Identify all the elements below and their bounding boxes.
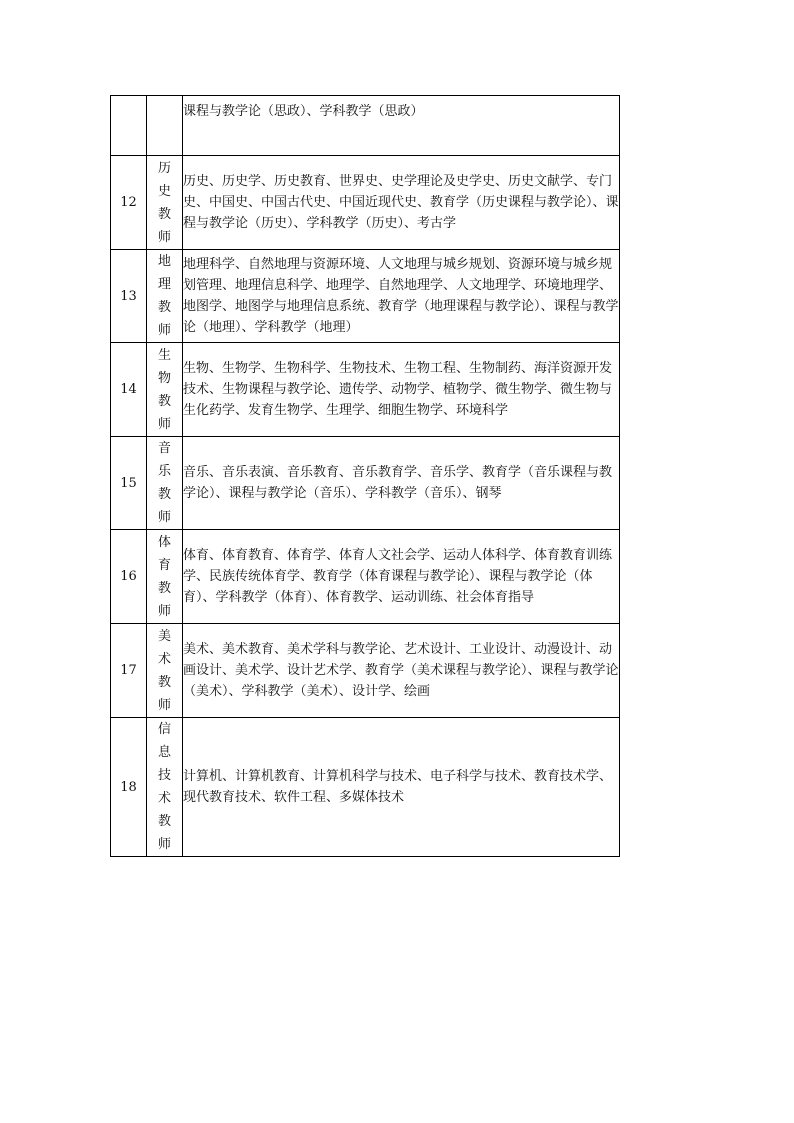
table-row	[111, 624, 620, 718]
table-row	[111, 96, 620, 156]
position-name: 体育教师	[157, 534, 171, 619]
majors-cell: 课程与教学论（思政）、学科教学（思政）	[183, 96, 620, 156]
row-number: 15	[111, 437, 147, 530]
position-name: 美术教师	[157, 628, 171, 713]
majors-cell: 美术、美术教育、美术学科与教学论、艺术设计、工业设计、动漫设计、动画设计、美术学、设计艺术学、教育学（美术课程与教学论）、课程与教学论（美术）、学科教学（美术）、设计学、绘画	[183, 624, 620, 718]
majors-cell: 音乐、音乐表演、音乐教育、音乐教育学、音乐学、教育学（音乐课程与教学论）、课程与教学论（音乐）、学科教学（音乐）、钢琴	[183, 437, 620, 530]
table-row	[111, 343, 620, 437]
row-number: 16	[111, 530, 147, 624]
row-number	[111, 96, 147, 156]
position-cell	[147, 437, 183, 530]
table-row	[111, 718, 620, 857]
position-cell	[147, 530, 183, 624]
position-cell	[147, 624, 183, 718]
majors-cell: 生物、生物学、生物科学、生物技术、生物工程、生物制药、海洋资源开发技术、生物课程与教学论、遗传学、动物学、植物学、微生物学、微生物与生化药学、发育生物学、生理学、细胞生物学、环境科学	[183, 343, 620, 437]
table-row	[111, 437, 620, 530]
position-name: 音乐教师	[157, 441, 171, 525]
position-cell	[147, 250, 183, 343]
position-cell	[147, 96, 183, 156]
position-cell	[147, 156, 183, 250]
majors-cell: 体育、体育教育、体育学、体育人文社会学、运动人体科学、体育教育训练学、民族传统体育学、教育学（体育课程与教学论）、课程与教学论（体育）、学科教学（体育）、体育教学、运动训练、社会体育指导	[183, 530, 620, 624]
position-name: 生物教师	[157, 347, 171, 432]
position-cell	[147, 343, 183, 437]
table-row	[111, 156, 620, 250]
position-cell	[147, 718, 183, 857]
majors-cell: 地理科学、自然地理与资源环境、人文地理与城乡规划、资源环境与城乡规划管理、地理信息科学、地理学、自然地理学、人文地理学、环境地理学、地图学、地图学与地理信息系统、教育学（地理课程与教学论）、课程与教学论（地理）、学科教学（地理）	[183, 250, 620, 343]
row-number: 14	[111, 343, 147, 437]
table-row	[111, 530, 620, 624]
major-requirements-table	[110, 95, 620, 857]
position-name: 地理教师	[157, 254, 171, 338]
position-name: 历史教师	[157, 160, 171, 245]
row-number: 18	[111, 718, 147, 857]
position-name: 信息技术教师	[157, 722, 171, 852]
row-number: 17	[111, 624, 147, 718]
row-number: 13	[111, 250, 147, 343]
row-number: 12	[111, 156, 147, 250]
table-row	[111, 250, 620, 343]
majors-cell: 计算机、计算机教育、计算机科学与技术、电子科学与技术、教育技术学、现代教育技术、软件工程、多媒体技术	[183, 718, 620, 857]
majors-cell: 历史、历史学、历史教育、世界史、史学理论及史学史、历史文献学、专门史、中国史、中国古代史、中国近现代史、教育学（历史课程与教学论）、课程与教学论（历史）、学科教学（历史）、考古学	[183, 156, 620, 250]
